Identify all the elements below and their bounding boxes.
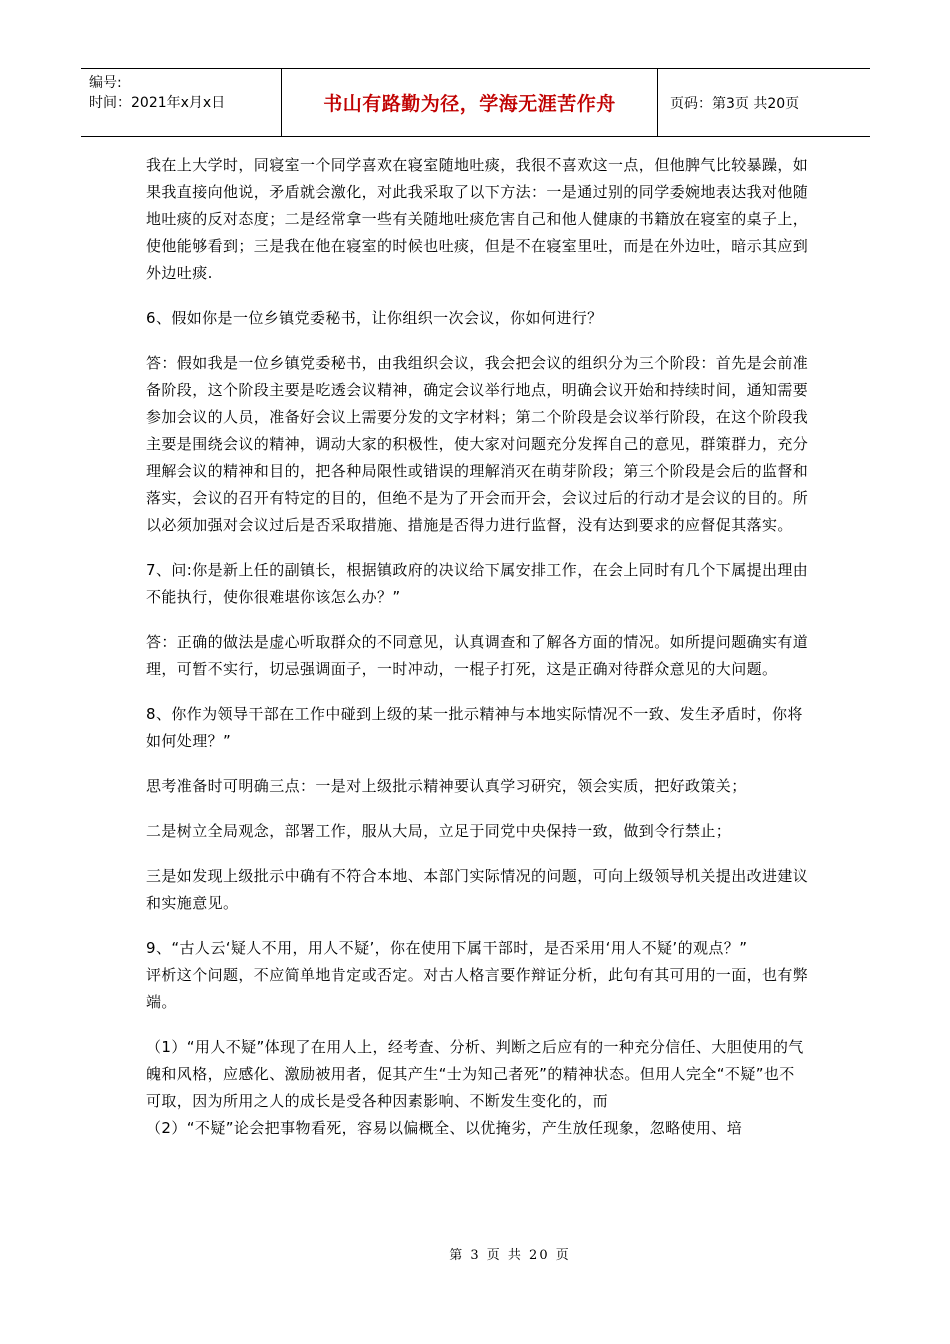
answer-9-point-2: （2）“不疑”论会把事物看死，容易以偏概全、以优掩劣，产生放任现象，忽略使用、培 [146,1119,743,1137]
answer-8-point-2: 二是树立全局观念，部署工作，服从大局，立足于同党中央保持一致，做到令行禁止； [146,822,732,840]
page-header [81,68,870,137]
answer-7: 答：正确的做法是虚心听取群众的不同意见，认真调查和了解各方面的情况。如所提问题确实有道理，可暂不实行，切忌强调面子，一时冲动，一棍子打死，这是正确对待群众意见的大问题。 [146,633,809,678]
number-label: 编号: [89,75,122,91]
question-6: 6、假如你是一位乡镇党委秘书，让你组织一次会议，你如何进行？ [146,309,603,327]
header-page-label: 页码：第3页 共20页 [670,95,800,112]
answer-8-point-1: 思考准备时可明确三点：一是对上级批示精神要认真学习研究，领会实质，把好政策关； [146,777,747,795]
answer-8-point-3: 三是如发现上级批示中确有不符合本地、本部门实际情况的问题，可向上级领导机关提出改进建议和实施意见。 [146,867,809,912]
answer-9-point-1: （1）“用人不疑”体现了在用人上，经考查、分析、判断之后应有的一种充分信任、大胆使用的气魄和风格，应感化、激励被用者，促其产生“士为知己者死”的精神状态。但用人完全“不疑”也不可取，因为所用之人的成长是受各种因素影响、不断发生变化的，而 [146,1038,804,1110]
paragraph: 我在上大学时，同寝室一个同学喜欢在寝室随地吐痰，我很不喜欢这一点，但他脾气比较暴躁，如果我直接向他说，矛盾就会激化，对此我采取了以下方法：一是通过别的同学委婉地表达我对他随地吐痰的反对态度；二是经常拿一些有关随地吐痰危害自己和他人健康的书籍放在寝室的桌子上，使他能够看到；三是我在他在寝室的时候也吐痰，但是不在寝室里吐，而是在外边吐，暗示其应到外边吐痰. [146,156,809,282]
header-meta [81,69,282,136]
time-label: 时间：2021年x月x日 [89,95,226,111]
document-body [146,152,810,1142]
question-9: 9、“古人云‘疑人不用，用人不疑’，你在使用下属干部时，是否采用‘用人不疑’的观点？” [146,939,748,957]
page-footer: 第 3 页 共 20 页 [449,1248,571,1263]
answer-9-intro: 评析这个问题，不应简单地肯定或否定。对古人格言要作辩证分析，此句有其可用的一面，也有弊端。 [146,966,809,1011]
question-8: 8、你作为领导干部在工作中碰到上级的某一批示精神与本地实际情况不一致、发生矛盾时，你将如何处理？” [146,705,803,750]
answer-6: 答：假如我是一位乡镇党委秘书，由我组织会议，我会把会议的组织分为三个阶段：首先是会前准备阶段，这个阶段主要是吃透会议精神，确定会议举行地点，明确会议开始和持续时间，通知需要参加会议的人员，准备好会议上需要分发的文字材料；第二个阶段是会议举行阶段，在这个阶段我主要是围绕会议的精神，调动大家的积极性，使大家对问题充分发挥自己的意见，群策群力，充分理解会议的精神和目的，把各种局限性或错误的理解消灭在萌芽阶段；第三个阶段是会后的监督和落实，会议的召开有特定的目的，但绝不是为了开会而开会，会议过后的行动才是会议的目的。所以必须加强对会议过后是否采取措施、措施是否得力进行监督，没有达到要求的应督促其落实。 [146,354,809,534]
header-motto: 书山有路勤为径，学海无涯苦作舟 [282,69,658,136]
question-7: 7、问:你是新上任的副镇长，根据镇政府的决议给下属安排工作，在会上同时有几个下属提出理由不能执行，使你很难堪你该怎么办？” [146,561,809,606]
